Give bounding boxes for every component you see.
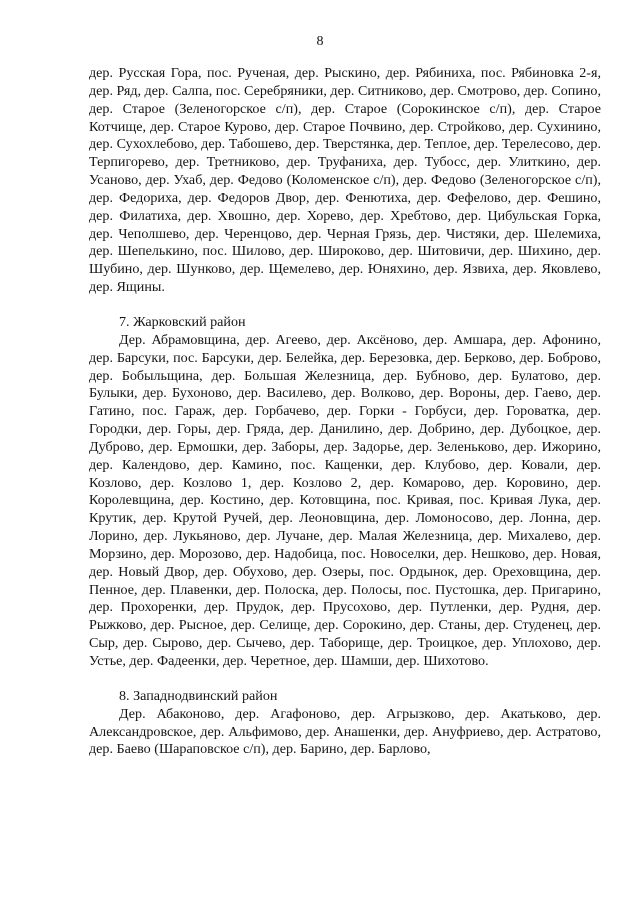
section-8-heading: 8. Западнодвинский район bbox=[119, 687, 278, 704]
document-body bbox=[89, 65, 601, 759]
section-7-settlement-list: Дер. Абрамовщина, дер. Агеево, дер. Аксёново, дер. Амшара, дер. Афонино, дер. Барсуки, пос. Барсуки, дер. Белейка, дер. Березовка, дер. Берково, дер. Боброво, дер. Бобыльщина, дер. Большая Железница, дер. Бубново, дер. Булатово, дер. Булыки, дер. Бухоново, дер. Василево, дер. Волково, дер. Вороны, дер. Гаево, дер. Гатино, пос. Гараж, дер. Горбачево, дер. Горки - Горбуси, дер. Гороватка, дер. Городки, дер. Горы, дер. Гряда, дер. Данилино, дер. Добрино, дер. Дубоцкое, дер. Дуброво, дер. Ермошки, дер. Заборы, дер. Задорье, дер. Зеленьково, дер. Ижорино, дер. Календово, дер. Камино, пос. Кащенки, дер. Клубово, дер. Ковали, дер. Козлово, дер. Козлово 1, дер. Козлово 2, дер. Комарово, дер. Коровино, дер. Королевщина, дер. Костино, дер. Котовщина, пос. Кривая, пос. Кривая Лука, дер. Крутик, дер. Крутой Ручей, дер. Леоновщина, дер. Ломоносово, дер. Лонна, дер. Лорино, дер. Лукьяново, дер. Лучане, дер. Малая Железница, дер. Михалево, дер. Морзино, дер. Морозово, дер. Надобица, пос. Новоселки, дер. Нешково, дер. Новая, дер. Новый Двор, дер. Обухово, дер. Озеры, пос. Ордынок, дер. Ореховщина, дер. Пенное, дер. Плавенки, дер. Полоска, дер. Полосы, пос. Пустошка, дер. Пригарино, дер. Прохоренки, дер. Прудок, дер. Прусохово, дер. Путленки, дер. Рудня, дер. Рыжково, дер. Рысное, дер. Селище, дер. Сорокино, дер. Станы, дер. Студенец, дер. Сыр, дер. Сырово, дер. Сычево, дер. Таборище, дер. Троицкое, дер. Уплохово, дер. Устье, дер. Фадеенки, дер. Черетное, дер. Шамши, дер. Шихотово. bbox=[89, 331, 601, 669]
continued-settlement-list: дер. Русская Гора, пос. Рученая, дер. Рыскино, дер. Рябиниха, пос. Рябиновка 2-я, дер. Ряд, дер. Салпа, пос. Серебряники, дер. Ситниково, дер. Смотрово, дер. Сопино, дер. Старое (Зеленогорское с/п), дер. Старое (Сорокинское с/п), дер. Старое Котчище, дер. Старое Курово, дер. Старое Почвино, дер. Стройково, дер. Сухинино, дер. Сухохлебово, дер. Табошево, дер. Тверстянка, дер. Теплое, дер. Терелесово, дер. Терпигорево, дер. Третниково, дер. Труфаниха, дер. Тубосс, дер. Улиткино, дер. Усаново, дер. Ухаб, дер. Федово (Коломенское с/п), дер. Федово (Зеленогорское с/п), дер. Федориха, дер. Федоров Двор, дер. Фенютиха, дер. Фефелово, дер. Фешино, дер. Филатиха, дер. Хвошно, дер. Хорево, дер. Хребтово, дер. Цибульская Горка, дер. Чеполшево, дер. Черенцово, дер. Черная Грязь, дер. Чистяки, дер. Шелемиха, дер. Шепелькино, пос. Шилово, дер. Широково, дер. Шитовичи, дер. Шихино, дер. Шубино, дер. Шунково, дер. Щемелево, дер. Юняхино, дер. Язвиха, дер. Яковлево, дер. Ящины. bbox=[89, 65, 601, 296]
section-8-settlement-list: Дер. Абаконово, дер. Агафоново, дер. Агрызково, дер. Акатьково, дер. Александровское, дер. Альфимово, дер. Анашенки, дер. Ануфриево, дер. Астратово, дер. Баево (Шараповское с/п), дер. Барино, дер. Барлово, bbox=[89, 705, 601, 758]
section-7-heading: 7. Жарковский район bbox=[119, 313, 246, 330]
page-number: 8 bbox=[316, 34, 324, 49]
